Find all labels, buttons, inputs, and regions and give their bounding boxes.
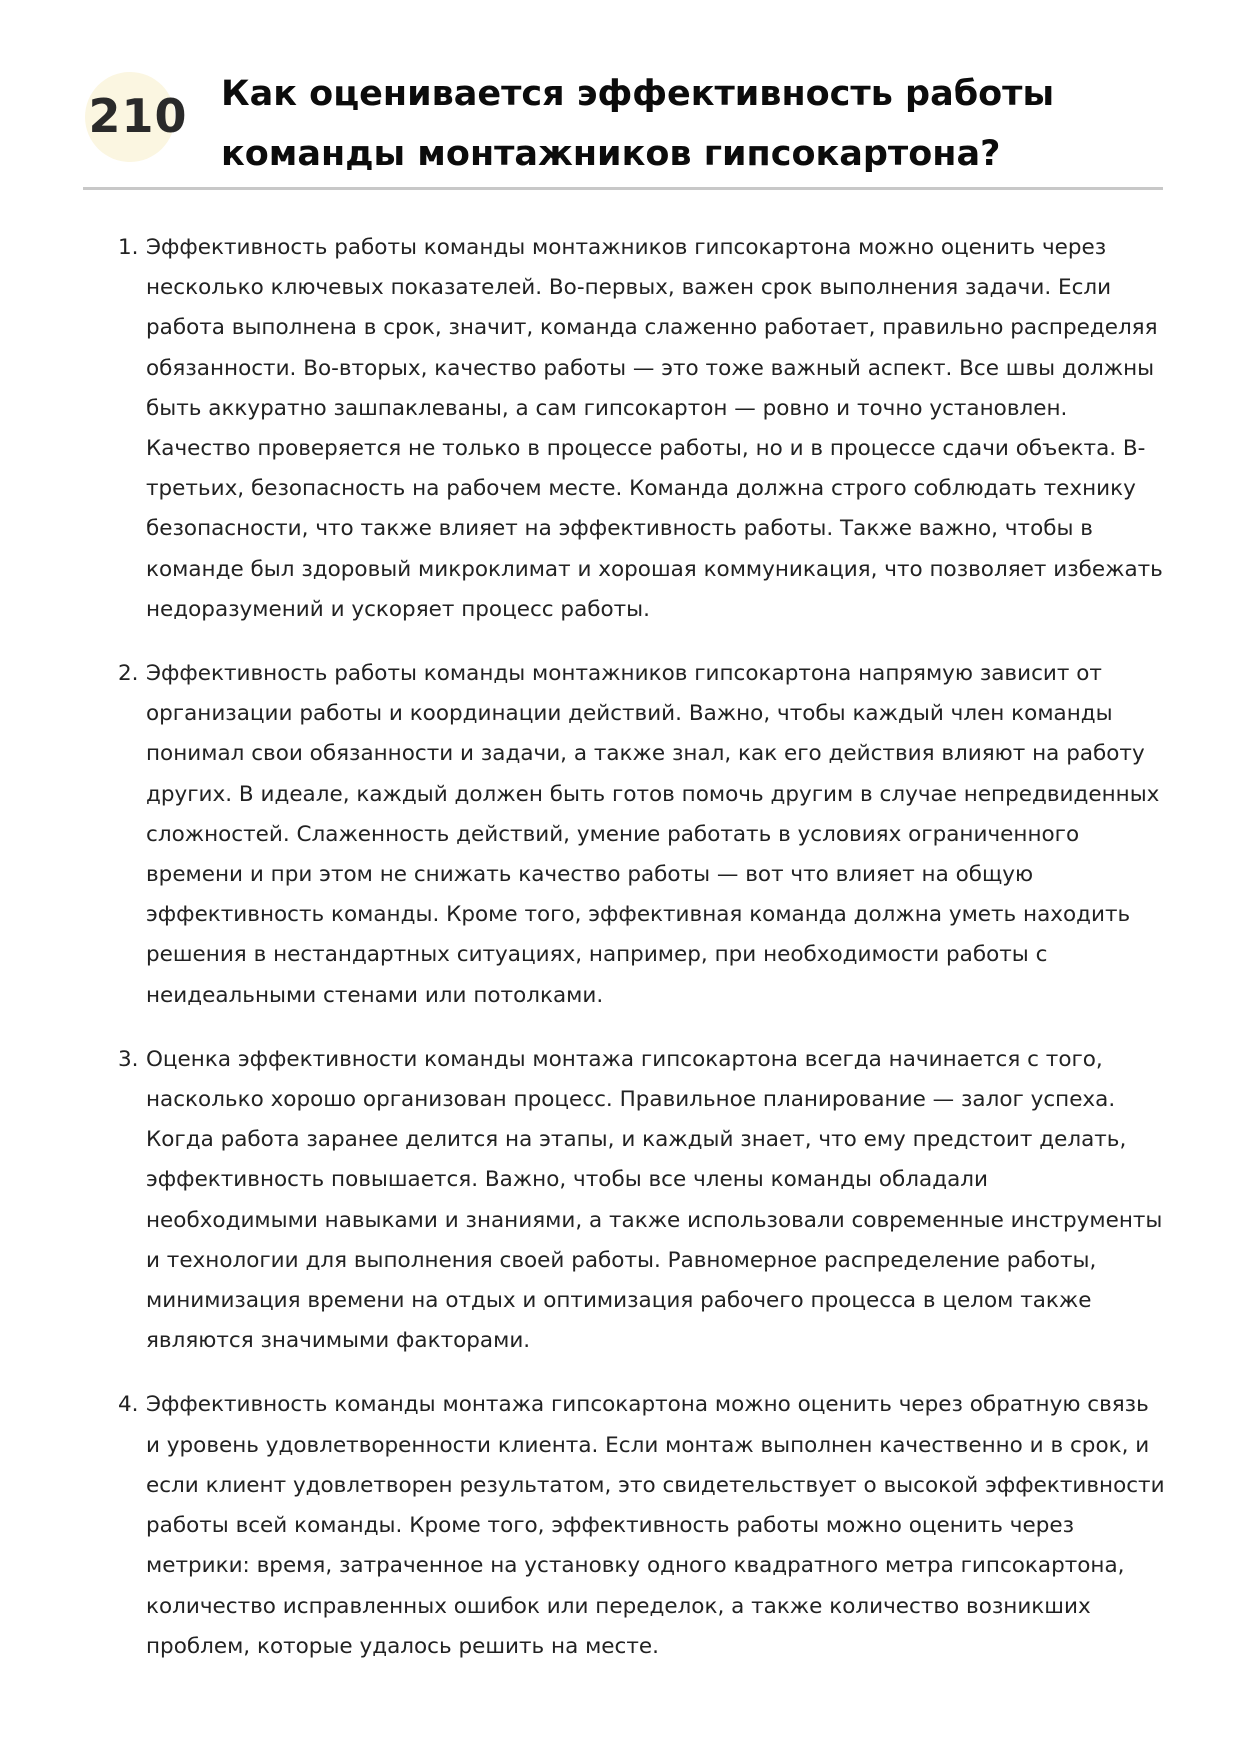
question-title: Как оценивается эффективность работы команды монтажников гипсокартона? <box>221 74 1055 174</box>
answer-text: Оценка эффективности команды монтажа гипсокартона всегда начинается с того, насколько хорошо организован процесс. Правильное планирование — залог успеха. Когда работа заранее делится на этапы, и каждый знает, что ему предстоит делать, эффективность повышается. Важно, чтобы все члены команды обладали необходимыми навыками и знаниями, а также использовали современные инструменты и технологии для выполнения своей работы. Равномерное распределение работы, минимизация времени на отдых и оптимизация рабочего процесса в целом также являются значимыми факторами. <box>146 1046 1163 1354</box>
answer-number: 1. <box>118 235 139 260</box>
answer-item <box>118 654 1166 1016</box>
answer-number: 3. <box>118 1046 139 1072</box>
answer-number: 2. <box>118 661 139 687</box>
answer-item <box>118 1385 1166 1666</box>
question-number: 210 <box>88 89 188 143</box>
answer-list <box>118 228 1166 1691</box>
answer-text: Эффективность работы команды монтажников гипсокартона напрямую зависит от организации работы и координации действий. Важно, чтобы каждый член команды понимал свои обязанности и задачи, а также знал, как его действия влияют на работу других. В идеале, каждый должен быть готов помочь другим в случае непредвиденных сложностей. Слаженность действий, умение работать в условиях ограниченного времени и при этом не снижать качество работы — вот что влияет на общую эффективность команды. Кроме того, эффективная команда должна уметь находить решения в нестандартных ситуациях, например, при необходимости работы с неидеальными стенами или потолками. <box>146 661 1160 1008</box>
answer-number: 4. <box>118 1392 139 1418</box>
answer-text: Эффективность работы команды монтажников гипсокартона можно оценить через несколько ключевых показателей. Во-первых, важен срок выполнения задачи. Если работа выполнена в срок, значит, команда слаженно работает, правильно распределяя обязанности. Во-вторых, качество работы — это тоже важный аспект. Все швы должны быть аккуратно зашпаклеваны, а сам гипсокартон — ровно и точно установлен. Качество проверяется не только в процессе работы, но и в процессе сдачи объекта. В-третьих, безопасность на рабочем месте. Команда должна строго соблюдать технику безопасности, что также влияет на эффективность работы. Также важно, чтобы в команде был здоровый микроклимат и хорошая коммуникация, что позволяет избежать недоразумений и ускоряет процесс работы. <box>146 235 1163 622</box>
answer-item <box>118 1040 1166 1362</box>
answer-item <box>118 228 1166 630</box>
answer-text: Эффективность команды монтажа гипсокартона можно оценить через обратную связь и уровень удовлетворенности клиента. Если монтаж выполнен качественно и в срок, и если клиент удовлетворен результатом, это свидетельствует о высокой эффективности работы всей команды. Кроме того, эффективность работы можно оценить через метрики: время, затраченное на установку одного квадратного метра гипсокартона, количество исправленных ошибок или переделок, а также количество возникших проблем, которые удалось решить на месте. <box>146 1392 1165 1659</box>
question-header <box>83 62 1163 190</box>
